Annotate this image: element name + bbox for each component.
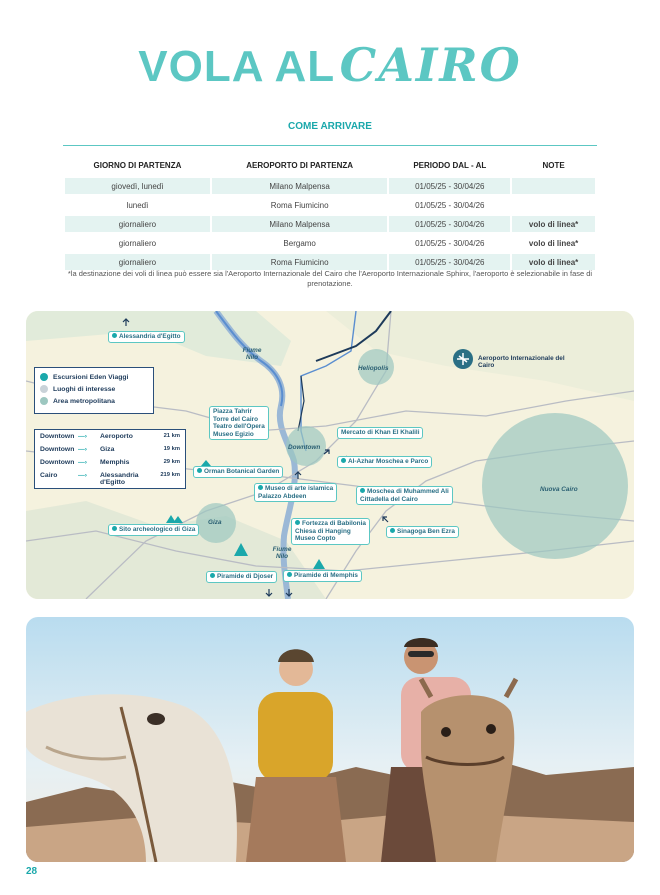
apple-icon — [295, 520, 300, 525]
area-label-downtown: Downtown — [288, 444, 321, 451]
distance-km: 219 km — [160, 472, 180, 478]
label-memphis: Piramide di Memphis — [283, 570, 362, 582]
table-cell: giornaliero — [65, 216, 210, 232]
distance-from: Downtown — [40, 433, 75, 440]
label-djoser: Piramide di Djoser — [206, 571, 277, 583]
distance-box — [34, 429, 186, 489]
distance-row — [40, 446, 180, 459]
distance-from: Downtown — [40, 446, 75, 453]
table-cell: 01/05/25 - 30/04/26 — [389, 216, 510, 232]
arrow-right-icon: —› — [78, 433, 88, 440]
distance-row — [40, 459, 180, 472]
distance-to: Giza — [100, 446, 115, 453]
apple-icon — [287, 572, 292, 577]
area-swatch — [40, 397, 48, 405]
column-header: AEROPORTO DI PARTENZA — [246, 160, 354, 170]
apple-icon — [390, 528, 395, 533]
cairo-map — [26, 311, 634, 599]
map-legend — [34, 367, 154, 414]
apple-icon — [112, 333, 117, 338]
table-cell — [512, 178, 595, 194]
apple-icon — [341, 458, 346, 463]
arrow-right-icon: —› — [78, 446, 88, 453]
departures-table — [63, 152, 597, 273]
label-al-azhar: Al-Azhar Moschea e Parco — [337, 456, 432, 468]
column-header: GIORNO DI PARTENZA — [93, 160, 182, 170]
camel-ride-photo — [26, 617, 634, 862]
legend-label: Luoghi di interesse — [53, 385, 116, 393]
label-giza-site: Sito archeologico di Giza — [108, 524, 199, 536]
label-synagogue: Sinagoga Ben Ezra — [386, 526, 459, 538]
distance-to: Alessandria d'Egitto — [100, 472, 139, 486]
table-cell: Bergamo — [283, 238, 316, 248]
table-cell: Milano Malpensa — [212, 216, 388, 232]
distance-from: Cairo — [40, 472, 58, 479]
legend-label: Area metropolitana — [53, 397, 115, 405]
table-cell: giovedì, lunedì — [65, 178, 210, 194]
table-row — [65, 197, 595, 213]
table-cell — [512, 197, 595, 213]
table-cell: volo di linea* — [512, 254, 595, 270]
area-label-nuova-cairo: Nuova Cairo — [540, 486, 578, 493]
distance-from: Downtown — [40, 459, 75, 466]
table-cell: Roma Fiumicino — [212, 254, 388, 270]
table-row — [65, 235, 595, 251]
page-number: 28 — [26, 866, 38, 877]
legend-item — [40, 383, 148, 395]
arrow-right-icon: —› — [78, 472, 88, 479]
table-row — [65, 178, 595, 194]
table-header-row — [65, 155, 595, 175]
table-footnote: *la destinazione dei voli di linea può essere sia l'Aeroporto Internazionale del Cairo che l'Aeroporto Internazionale Sphinx, l'aeroporto è selezionabile in fase di prenotazione. — [67, 269, 593, 288]
photo-illustration — [26, 617, 634, 862]
table-cell: Milano Malpensa — [212, 178, 388, 194]
table-cell: giornaliero — [118, 238, 157, 248]
river-label: Fiume Nilo — [242, 347, 262, 361]
apple-icon — [197, 468, 202, 473]
label-islamic-museum: Museo di arte islamica Palazzo Abdeen — [254, 483, 337, 502]
table-cell: 01/05/25 - 30/04/26 — [389, 254, 510, 270]
distance-to: Memphis — [100, 459, 130, 466]
airport-label: Aeroporto Internazionale del Cairo — [478, 355, 565, 369]
title-main: VOLA AL — [138, 42, 336, 91]
distance-row — [40, 472, 180, 490]
legend-item — [40, 371, 148, 383]
table-cell: volo di linea* — [528, 238, 579, 248]
divider — [63, 145, 597, 146]
section-subtitle: COME ARRIVARE — [288, 121, 372, 132]
apple-icon — [210, 573, 215, 578]
distance-km: 19 km — [163, 446, 180, 452]
river-label: Fiume Nilo — [272, 546, 292, 560]
area-label-heliopolis: Heliopolis — [358, 365, 389, 372]
table-row — [65, 216, 595, 232]
label-tahrir: Piazza Tahrir Torre del Cairo Teatro dell'Opera Museo Egizio — [209, 406, 269, 440]
column-header: PERIODO DAL - AL — [413, 160, 487, 170]
apple-icon — [40, 373, 48, 381]
label-moschea-ali: Moschea di Muhammed Ali Cittadella del Cairo — [356, 486, 453, 505]
distance-km: 29 km — [163, 459, 180, 465]
column-header: NOTE — [542, 160, 565, 170]
distance-to: Aeroporto — [100, 433, 133, 440]
apple-icon — [258, 485, 263, 490]
area-label-giza: Giza — [208, 519, 222, 526]
page-title — [0, 38, 660, 92]
table-cell: lunedì — [126, 200, 149, 210]
distance-row — [40, 433, 180, 446]
apple-icon — [360, 488, 365, 493]
label-alessandria: Alessandria d'Egitto — [108, 331, 185, 343]
dot-icon — [40, 385, 48, 393]
table-cell: volo di linea* — [512, 216, 595, 232]
arrow-right-icon: —› — [78, 459, 88, 466]
label-orman: Orman Botanical Garden — [193, 466, 283, 478]
label-khan-el-khalili: Mercato di Khan El Khalili — [337, 427, 423, 439]
title-script: CAIRO — [339, 38, 522, 92]
legend-item — [40, 395, 148, 407]
table-cell: 01/05/25 - 30/04/26 — [415, 238, 485, 248]
table-cell: 01/05/25 - 30/04/26 — [415, 200, 485, 210]
apple-icon — [112, 526, 117, 531]
label-babilonia: Fortezza di Babilonia Chiesa di Hanging Museo Copto — [291, 518, 370, 545]
table-cell: 01/05/25 - 30/04/26 — [389, 178, 510, 194]
table-row — [65, 254, 595, 270]
legend-label: Escursioni Eden Viaggi — [53, 373, 129, 381]
table-cell: giornaliero — [65, 254, 210, 270]
distance-km: 21 km — [163, 433, 180, 439]
table-cell: Roma Fiumicino — [270, 200, 329, 210]
